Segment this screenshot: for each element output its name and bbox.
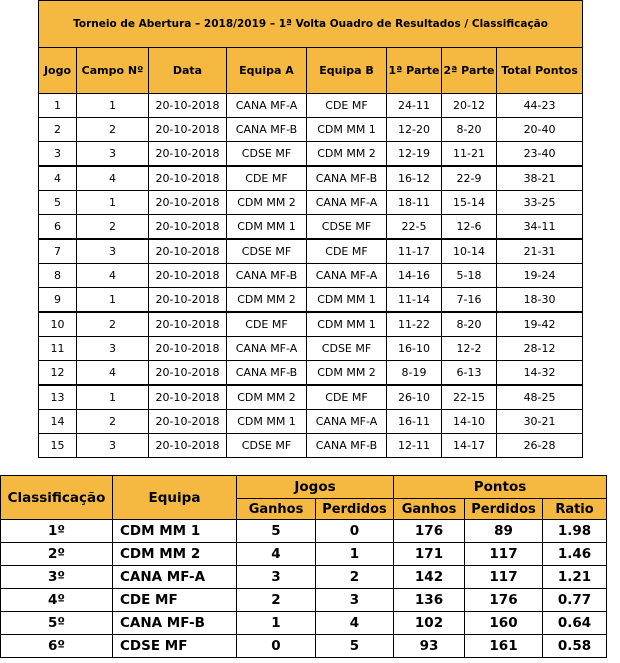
table-row — [39, 142, 583, 167]
cell-ratio: 1.21 — [543, 566, 607, 589]
cell-equipa-a: CANA MF-A — [227, 337, 307, 361]
cell-data: 20-10-2018 — [149, 215, 227, 240]
cell-parte-1: 14-16 — [387, 264, 442, 288]
table-row — [39, 410, 583, 434]
cell-parte-2: 20-12 — [442, 94, 497, 118]
cell-parte-1: 26-10 — [387, 385, 442, 410]
cell-ratio: 0.58 — [543, 635, 607, 658]
cell-equipa-a: CDM MM 1 — [227, 215, 307, 240]
cell-equipa: CANA MF-A — [113, 566, 237, 589]
cell-ratio: 0.64 — [543, 612, 607, 635]
cell-jogo: 2 — [39, 118, 77, 142]
header-group-jogos: Jogos — [237, 476, 394, 499]
header-pontos-ganhos: Ganhos — [394, 499, 465, 520]
cell-pontos-ganhos: 102 — [394, 612, 465, 635]
header-jogos-perdidos: Perdidos — [316, 499, 394, 520]
cell-parte-2: 12-2 — [442, 337, 497, 361]
cell-jogo: 3 — [39, 142, 77, 167]
cell-campo: 3 — [77, 239, 149, 264]
cell-campo: 1 — [77, 94, 149, 118]
cell-data: 20-10-2018 — [149, 361, 227, 386]
table-row — [39, 264, 583, 288]
cell-campo: 3 — [77, 337, 149, 361]
cell-data: 20-10-2018 — [149, 118, 227, 142]
cell-parte-1: 22-5 — [387, 215, 442, 240]
results-table — [38, 0, 583, 458]
cell-posicao: 1º — [1, 520, 113, 543]
cell-pontos-perdidos: 117 — [465, 566, 543, 589]
table-row — [1, 635, 607, 658]
cell-total-pontos: 34-11 — [497, 215, 583, 240]
table-row — [39, 337, 583, 361]
cell-parte-1: 11-17 — [387, 239, 442, 264]
cell-equipa-a: CANA MF-B — [227, 118, 307, 142]
cell-jogo: 4 — [39, 166, 77, 191]
cell-pontos-perdidos: 89 — [465, 520, 543, 543]
cell-data: 20-10-2018 — [149, 264, 227, 288]
cell-parte-2: 14-10 — [442, 410, 497, 434]
cell-jogo: 5 — [39, 191, 77, 215]
cell-total-pontos: 21-31 — [497, 239, 583, 264]
header-equipa: Equipa — [113, 476, 237, 520]
cell-pontos-perdidos: 117 — [465, 543, 543, 566]
cell-campo: 3 — [77, 434, 149, 458]
cell-data: 20-10-2018 — [149, 142, 227, 167]
cell-total-pontos: 19-24 — [497, 264, 583, 288]
cell-equipa-b: CDE MF — [307, 239, 387, 264]
cell-parte-2: 7-16 — [442, 288, 497, 313]
header-data: Data — [149, 48, 227, 94]
cell-data: 20-10-2018 — [149, 191, 227, 215]
cell-parte-1: 18-11 — [387, 191, 442, 215]
cell-jogos-ganhos: 2 — [237, 589, 316, 612]
cell-parte-1: 8-19 — [387, 361, 442, 386]
cell-equipa-b: CDM MM 2 — [307, 361, 387, 386]
table-row — [39, 434, 583, 458]
cell-equipa: CDE MF — [113, 589, 237, 612]
cell-campo: 1 — [77, 385, 149, 410]
cell-equipa-b: CDE MF — [307, 94, 387, 118]
header-jogo: Jogo — [39, 48, 77, 94]
cell-equipa: CDM MM 2 — [113, 543, 237, 566]
table-row — [1, 589, 607, 612]
cell-jogos-ganhos: 5 — [237, 520, 316, 543]
table-row — [1, 566, 607, 589]
cell-equipa-a: CDM MM 2 — [227, 191, 307, 215]
cell-parte-1: 24-11 — [387, 94, 442, 118]
cell-campo: 4 — [77, 361, 149, 386]
cell-data: 20-10-2018 — [149, 239, 227, 264]
cell-pontos-perdidos: 176 — [465, 589, 543, 612]
cell-equipa-b: CDM MM 1 — [307, 118, 387, 142]
cell-parte-1: 12-19 — [387, 142, 442, 167]
cell-parte-2: 5-18 — [442, 264, 497, 288]
cell-pontos-ganhos: 171 — [394, 543, 465, 566]
cell-total-pontos: 23-40 — [497, 142, 583, 167]
cell-equipa-b: CANA MF-B — [307, 166, 387, 191]
cell-equipa-b: CDSE MF — [307, 215, 387, 240]
cell-equipa-a: CDSE MF — [227, 239, 307, 264]
cell-total-pontos: 44-23 — [497, 94, 583, 118]
cell-campo: 2 — [77, 312, 149, 337]
cell-parte-1: 11-22 — [387, 312, 442, 337]
cell-equipa-a: CANA MF-B — [227, 264, 307, 288]
cell-jogo: 9 — [39, 288, 77, 313]
cell-equipa-b: CDM MM 2 — [307, 142, 387, 167]
cell-parte-1: 11-14 — [387, 288, 442, 313]
cell-jogos-ganhos: 1 — [237, 612, 316, 635]
table-row — [39, 239, 583, 264]
table-row — [39, 191, 583, 215]
cell-parte-2: 14-17 — [442, 434, 497, 458]
cell-pontos-perdidos: 160 — [465, 612, 543, 635]
cell-jogo: 14 — [39, 410, 77, 434]
cell-pontos-ganhos: 176 — [394, 520, 465, 543]
cell-jogos-perdidos: 1 — [316, 543, 394, 566]
header-group-pontos: Pontos — [394, 476, 607, 499]
header-jogos-ganhos: Ganhos — [237, 499, 316, 520]
table-row — [39, 361, 583, 386]
header-equipa-a: Equipa A — [227, 48, 307, 94]
cell-parte-1: 12-11 — [387, 434, 442, 458]
cell-equipa-b: CDE MF — [307, 385, 387, 410]
cell-equipa-b: CANA MF-A — [307, 264, 387, 288]
cell-parte-2: 11-21 — [442, 142, 497, 167]
cell-posicao: 4º — [1, 589, 113, 612]
cell-total-pontos: 33-25 — [497, 191, 583, 215]
cell-equipa-b: CANA MF-A — [307, 191, 387, 215]
cell-campo: 2 — [77, 215, 149, 240]
cell-jogos-perdidos: 5 — [316, 635, 394, 658]
cell-ratio: 0.77 — [543, 589, 607, 612]
cell-parte-1: 12-20 — [387, 118, 442, 142]
cell-data: 20-10-2018 — [149, 337, 227, 361]
cell-campo: 3 — [77, 142, 149, 167]
cell-equipa: CDM MM 1 — [113, 520, 237, 543]
cell-equipa-a: CDE MF — [227, 166, 307, 191]
cell-posicao: 2º — [1, 543, 113, 566]
header-equipa-b: Equipa B — [307, 48, 387, 94]
cell-campo: 4 — [77, 166, 149, 191]
cell-campo: 4 — [77, 264, 149, 288]
cell-parte-1: 16-11 — [387, 410, 442, 434]
cell-total-pontos: 48-25 — [497, 385, 583, 410]
cell-total-pontos: 20-40 — [497, 118, 583, 142]
cell-jogo: 10 — [39, 312, 77, 337]
cell-jogos-ganhos: 4 — [237, 543, 316, 566]
table-row — [39, 288, 583, 313]
cell-pontos-ganhos: 93 — [394, 635, 465, 658]
cell-posicao: 3º — [1, 566, 113, 589]
cell-jogos-perdidos: 4 — [316, 612, 394, 635]
cell-jogos-perdidos: 2 — [316, 566, 394, 589]
cell-jogo: 8 — [39, 264, 77, 288]
cell-jogos-ganhos: 3 — [237, 566, 316, 589]
cell-total-pontos: 38-21 — [497, 166, 583, 191]
cell-pontos-ganhos: 136 — [394, 589, 465, 612]
cell-equipa-a: CDE MF — [227, 312, 307, 337]
cell-data: 20-10-2018 — [149, 94, 227, 118]
cell-data: 20-10-2018 — [149, 410, 227, 434]
cell-parte-2: 8-20 — [442, 118, 497, 142]
cell-parte-2: 6-13 — [442, 361, 497, 386]
cell-equipa-b: CANA MF-A — [307, 410, 387, 434]
cell-jogo: 7 — [39, 239, 77, 264]
cell-equipa-a: CANA MF-B — [227, 361, 307, 386]
cell-parte-2: 12-6 — [442, 215, 497, 240]
header-ratio: Ratio — [543, 499, 607, 520]
results-title: Torneio de Abertura – 2018/2019 – 1ª Volta Ouadro de Resultados / Classificação — [39, 1, 583, 48]
cell-jogos-perdidos: 3 — [316, 589, 394, 612]
cell-equipa-b: CANA MF-B — [307, 434, 387, 458]
cell-total-pontos: 19-42 — [497, 312, 583, 337]
cell-jogo: 6 — [39, 215, 77, 240]
cell-equipa-a: CDSE MF — [227, 142, 307, 167]
table-row — [1, 520, 607, 543]
cell-ratio: 1.46 — [543, 543, 607, 566]
cell-jogo: 1 — [39, 94, 77, 118]
cell-total-pontos: 28-12 — [497, 337, 583, 361]
cell-total-pontos: 26-28 — [497, 434, 583, 458]
table-row — [39, 166, 583, 191]
table-row — [39, 312, 583, 337]
cell-parte-2: 22-9 — [442, 166, 497, 191]
cell-equipa-a: CDM MM 1 — [227, 410, 307, 434]
cell-data: 20-10-2018 — [149, 312, 227, 337]
cell-total-pontos: 14-32 — [497, 361, 583, 386]
cell-jogo: 12 — [39, 361, 77, 386]
cell-parte-2: 10-14 — [442, 239, 497, 264]
cell-posicao: 5º — [1, 612, 113, 635]
cell-jogo: 11 — [39, 337, 77, 361]
header-1a-parte: 1ª Parte — [387, 48, 442, 94]
cell-pontos-perdidos: 161 — [465, 635, 543, 658]
cell-data: 20-10-2018 — [149, 166, 227, 191]
cell-equipa-b: CDSE MF — [307, 337, 387, 361]
cell-total-pontos: 18-30 — [497, 288, 583, 313]
cell-jogos-perdidos: 0 — [316, 520, 394, 543]
cell-equipa-a: CDSE MF — [227, 434, 307, 458]
table-row — [39, 215, 583, 240]
cell-parte-2: 15-14 — [442, 191, 497, 215]
table-row — [39, 385, 583, 410]
cell-parte-2: 22-15 — [442, 385, 497, 410]
cell-equipa: CANA MF-B — [113, 612, 237, 635]
cell-equipa-b: CDM MM 1 — [307, 312, 387, 337]
table-row — [1, 612, 607, 635]
cell-parte-1: 16-10 — [387, 337, 442, 361]
cell-ratio: 1.98 — [543, 520, 607, 543]
cell-total-pontos: 30-21 — [497, 410, 583, 434]
table-row — [1, 543, 607, 566]
cell-equipa-a: CDM MM 2 — [227, 288, 307, 313]
cell-data: 20-10-2018 — [149, 288, 227, 313]
cell-campo: 2 — [77, 410, 149, 434]
cell-parte-2: 8-20 — [442, 312, 497, 337]
cell-data: 20-10-2018 — [149, 434, 227, 458]
table-row — [39, 118, 583, 142]
cell-jogo: 13 — [39, 385, 77, 410]
cell-equipa-a: CDM MM 2 — [227, 385, 307, 410]
cell-equipa-a: CANA MF-A — [227, 94, 307, 118]
cell-parte-1: 16-12 — [387, 166, 442, 191]
cell-campo: 1 — [77, 191, 149, 215]
cell-posicao: 6º — [1, 635, 113, 658]
header-classificacao: Classificação — [1, 476, 113, 520]
results-header-row — [39, 48, 583, 94]
cell-jogo: 15 — [39, 434, 77, 458]
header-pontos-perdidos: Perdidos — [465, 499, 543, 520]
cell-equipa-b: CDM MM 1 — [307, 288, 387, 313]
cell-campo: 1 — [77, 288, 149, 313]
cell-jogos-ganhos: 0 — [237, 635, 316, 658]
table-row — [39, 94, 583, 118]
cell-data: 20-10-2018 — [149, 385, 227, 410]
cell-equipa: CDSE MF — [113, 635, 237, 658]
header-total-pontos: Total Pontos — [497, 48, 583, 94]
header-campo: Campo Nº — [77, 48, 149, 94]
cell-campo: 2 — [77, 118, 149, 142]
classification-table — [0, 475, 607, 658]
cell-pontos-ganhos: 142 — [394, 566, 465, 589]
header-2a-parte: 2ª Parte — [442, 48, 497, 94]
